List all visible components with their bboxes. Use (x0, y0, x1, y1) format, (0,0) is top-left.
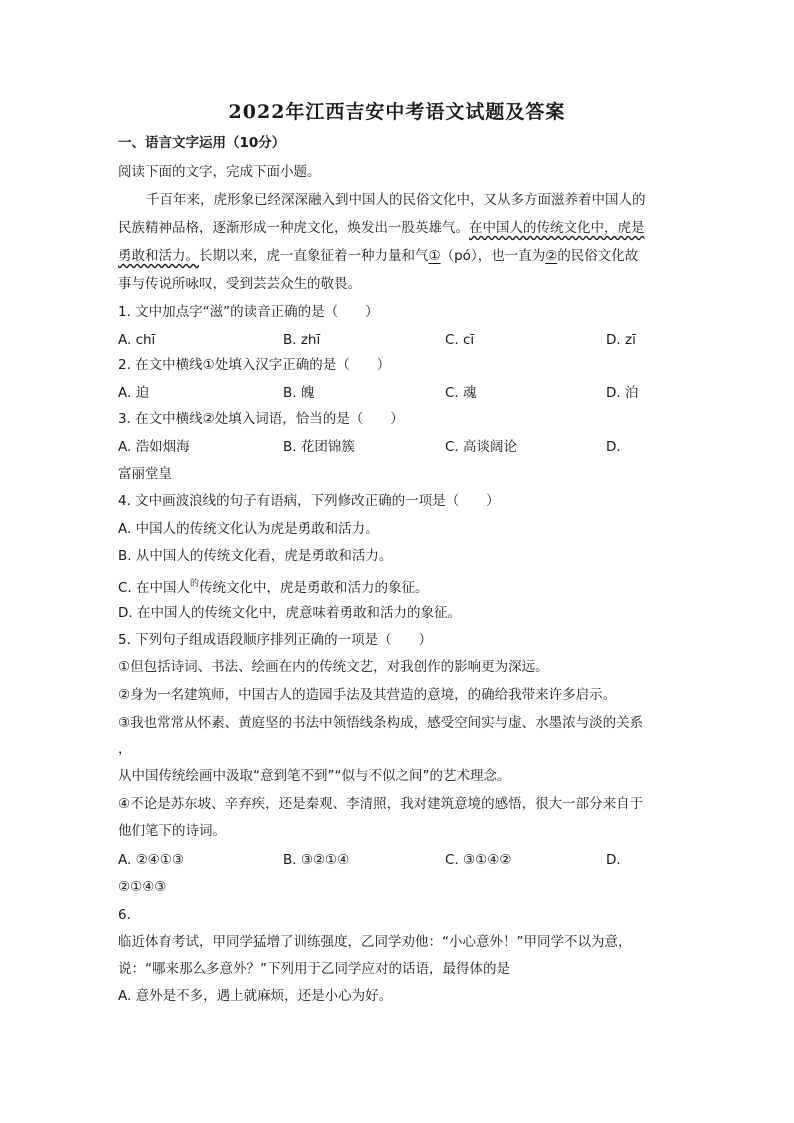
page-title: 2022年江西吉安中考语文试题及答案 (228, 101, 566, 123)
q4-option-a[interactable]: A. 中国人的传统文化认为虎是勇敢和活力。 (118, 521, 379, 537)
q4-option-b[interactable]: B. 从中国人的传统文化看，虎是勇敢和活力。 (118, 548, 393, 564)
q1-option-a[interactable]: A. chī (118, 332, 156, 348)
passage-line-3-text-a: 长期以来，虎一直象征着一种力量和气 (199, 248, 429, 264)
q4-option-c[interactable] (118, 579, 429, 599)
question-2-stem: 2. 在文中横线①处填入汉字正确的是（ ） (118, 357, 391, 373)
q2-option-d[interactable]: D. 泊 (606, 385, 639, 401)
q5-option-d[interactable]: D. (606, 852, 621, 868)
q2-option-c[interactable]: C. 魂 (445, 385, 477, 401)
q5-sentence-4: ④不论是苏东坡、辛弃疾，还是秦观、李清照，我对建筑意境的感悟，很大一部分来自于 (118, 796, 644, 812)
q5-sentence-3-cont: 从中国传统绘画中汲取“意到笔不到”“似与不似之间”的艺术理念。 (118, 768, 511, 784)
q4-option-c-text-a: C. 在中国人 (118, 580, 191, 596)
q2-option-a[interactable]: A. 迫 (118, 385, 150, 401)
passage-line-4: 事与传说所咏叹，受到芸芸众生的敬畏。 (118, 276, 361, 292)
question-1-stem: 1. 文中加点字“滋”的读音正确的是（ ） (118, 304, 379, 320)
passage-line-3-text-c: 的民俗文化故 (557, 248, 639, 264)
q5-option-a[interactable]: A. ②④①③ (118, 852, 184, 868)
passage-line-3-text-b: （pó），也一直为 (440, 248, 546, 264)
q5-option-b[interactable]: B. ③②①④ (283, 852, 350, 868)
q5-sentence-4-cont: 他们笔下的诗词。 (118, 823, 226, 839)
q2-option-b[interactable]: B. 魄 (283, 385, 315, 401)
question-6-stem-line-2: 说：“哪来那么多意外？”下列用于乙同学应对的话语，最得体的是 (118, 961, 510, 977)
q3-option-a[interactable]: A. 浩如烟海 (118, 439, 190, 455)
blank-1: ① (428, 248, 441, 264)
q4-option-d[interactable]: D. 在中国人的传统文化中，虎意味着勇敢和活力的象征。 (118, 605, 461, 621)
q4-option-c-superscript: 的 (190, 579, 200, 589)
q5-sentence-1: ①但包括诗词、书法、绘画在内的传统文艺，对我创作的影响更为深远。 (118, 659, 549, 675)
section-heading: 一、语言文字运用（10分） (118, 135, 286, 151)
q5-sentence-2: ②身为一名建筑师，中国古人的造园手法及其营造的意境，的确给我带来许多启示。 (118, 687, 617, 703)
q5-option-c[interactable]: C. ③①④② (445, 852, 512, 868)
passage-line-3 (118, 247, 638, 265)
question-4-stem: 4. 文中画波浪线的句子有语病，下列修改正确的一项是（ ） (118, 493, 500, 509)
blank-2: ② (545, 248, 558, 264)
q3-option-b[interactable]: B. 花团锦簇 (283, 439, 355, 455)
question-6-stem-line-1: 临近体育考试，甲同学猛增了训练强度，乙同学劝他：“小心意外！”甲同学不以为意， (118, 934, 632, 950)
q1-option-b[interactable]: B. zhī (283, 332, 321, 348)
q4-option-c-text-b: 传统文化中，虎是勇敢和活力的象征。 (199, 580, 429, 596)
q1-option-d[interactable]: D. zī (606, 332, 636, 348)
q1-option-c[interactable]: C. cī (445, 332, 475, 348)
passage-line-1: 千百年来，虎形象已经深深融入到中国人的民俗文化中，又从多方面滋养着中国人的 (146, 192, 646, 208)
wavy-sentence-part-1: 在中国人的传统文化中，虎是 (469, 220, 645, 236)
q6-option-a[interactable]: A. 意外是不多，遇上就麻烦，还是小心为好。 (118, 988, 393, 1004)
q3-option-d-text: 富丽堂皇 (118, 466, 172, 482)
q3-option-c[interactable]: C. 高谈阔论 (445, 439, 518, 455)
q5-sentence-3: ③我也常常从怀素、黄庭坚的书法中领悟线条构成，感受空间实与虚、水墨浓与淡的关系 (118, 715, 644, 731)
q5-option-d-text: ②①④③ (118, 879, 167, 895)
passage-line-2 (118, 219, 645, 237)
passage-line-2-text: 民族精神品格，逐渐形成一种虎文化，焕发出一股英雄气。 (118, 220, 469, 236)
q5-sentence-3-comma: ， (118, 741, 132, 757)
q3-option-d[interactable]: D. (606, 439, 621, 455)
question-5-stem: 5. 下列句子组成语段顺序排列正确的一项是（ ） (118, 632, 433, 648)
instruction-text: 阅读下面的文字，完成下面小题。 (118, 164, 321, 180)
question-6-number: 6. (118, 907, 131, 923)
question-3-stem: 3. 在文中横线②处填入词语，恰当的是（ ） (118, 411, 404, 427)
wavy-sentence-part-2: 勇敢和活力。 (118, 248, 199, 264)
